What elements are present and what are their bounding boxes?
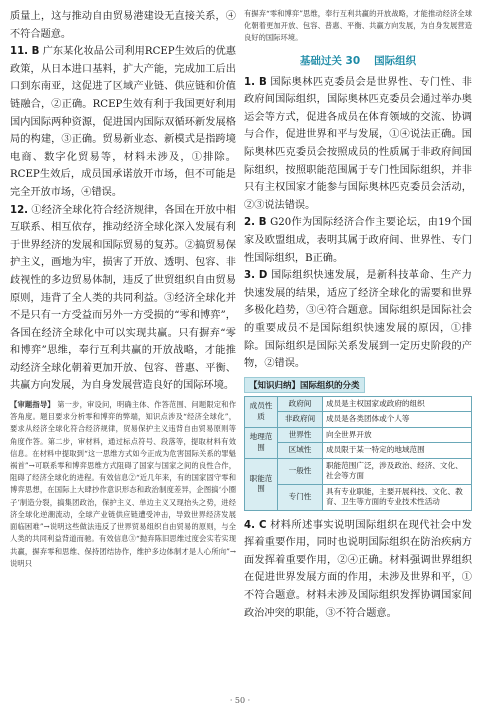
classification-table <box>244 396 472 511</box>
exam-guide <box>10 399 236 570</box>
table-description: 职能范围广泛，涉及政治、经济、文化、社会等方面 <box>323 458 472 484</box>
table-category-member-nature: 成员性质 <box>245 396 278 427</box>
answer-11-number: 11. B <box>10 46 40 58</box>
table-subtype: 区域性 <box>278 443 323 459</box>
answer-1-text: 国际奥林匹克委员会是世界性、专门性、非政府间国际组织，国际奥林匹克委员会通过举办奥运会等方式，促进各成员在体育领域的交流、协调与合作，促进世界和平与发展，①④说法正确。国际奥林匹克委员会按照成员的性质属于非政府间国际组织，按照职能范围属于专门性国际组织，并非只有主权国家才能参与国际奥林匹克委员会活动，②③说法错误。 <box>244 76 472 211</box>
exam-guide-tag: 【审题指导】 <box>10 400 55 410</box>
continued-guide-text: 有摒弃“零和博弈”思维，奉行互利共赢的开放战略，才能推动经济全球化朝着更加开放、包容、普惠、平衡、共赢方向发展，为自身发展营造良好的国际环境。 <box>244 9 472 43</box>
answer-12-number: 12. <box>10 204 29 216</box>
section-title: 国际组织 <box>374 54 417 67</box>
answer-2 <box>244 214 472 267</box>
answer-1 <box>244 74 472 215</box>
table-row <box>245 412 472 428</box>
right-column <box>244 8 472 622</box>
section-label: 基础过关 30 <box>299 54 361 67</box>
answer-2-number: 2. B <box>244 217 267 229</box>
answer-12-text: ①经济全球化符合经济规律，各国在开放中相互联系、相互依存，推动经济全球化深入发展有利于世界经济的发展和国际贸易的复苏。②搞贸易保护主义，画地为牢，损害了开放、透明、包容、非歧视性的多边贸易体制，违反了世贸组织自由贸易原则，违背了全人类的共同利益。③经济全球化并不是只有一方受益而另外一方受损的“零和博弈”，各国在经济全球化中可以实现共赢。只有摒弃“零和博弈”思维，奉行互利共赢的开放战略，才能推动经济全球化朝着更加开放、包容、普惠、平衡、共赢方向发展，为自身发展营造良好的国际环境。 <box>10 204 236 392</box>
table-description: 成员是主权国家或政府的组织 <box>323 396 472 412</box>
table-subtype: 世界性 <box>278 427 323 443</box>
exam-guide-text: 第一步，审设问，明确主体、作答范围、问题限定和作答角度。题目要求分析零和博弈的弊端，知识点涉及“经济全球化”，要求从经济全球化符合经济规律，贸易保护主义违背自由贸易原则等角度作答。第二步，审材料，通过标点符号、段落等，提取材料有效信息。在材料中提取到“这一思维方式如今正成为危害国际关系的罪魁祸首”→可联系零和博弈思维方式阻碍了国家与国家之间的良性合作，阻碍了经济全球化的进程。有效信息②“近几年来，有的国家固守零和博弈思想，在国际上大肆抄作意识形态和政治制度差异，企图搞‘小圈子’制造分裂，搞集团政治，保护主义、单边主义又现抬头之势，进经济全球化逆潮流动，全球产业链供应链遭受冲击，导致世界经济发展面临困难”→说明这些做法违反了世界贸易组织自由贸易的原则，与全人类的共同利益背道而驰。有效信息③“抛弃陈旧思维过度会实若实现共赢，摒弃零和思维、保持团结协作，维护多边体制才是人心所向”→说明只 <box>10 400 236 568</box>
answer-1-number: 1. B <box>244 76 267 88</box>
knowledge-summary-title: 【知识归纳】国际组织的分类 <box>244 377 365 393</box>
answer-2-text: G20作为国际经济合作主要论坛，由19个国家及欧盟组成，表明其属于政府间、世界性、专门性国际组织，B正确。 <box>244 217 472 264</box>
table-row <box>245 396 472 412</box>
left-column <box>10 8 236 570</box>
answer-11 <box>10 43 236 201</box>
answer-11-text: 广东某化妆品公司利用RCEP生效后的优惠政策，从日本进口基料，扩大产能，完成加工后出口到东南亚，这促进了区域产业链、供应链和价值链融合，②正确。RCEP生效有利于我国更好利用国内国际两种资源，促进国内国际双循环新发展格局的构建，③正确。贸易新业态、新模式是指跨境电商、数字化贸易等，材料未涉及，①排除。RCEP生效后，成员国承诺放开市场，但不可能是完全开放市场，④错误。 <box>10 46 236 198</box>
table-description: 成员是各类团体或个人等 <box>323 412 472 428</box>
answer-3 <box>244 267 472 373</box>
answer-3-text: 国际组织快速发展，是新科技革命、生产力快速发展的结果，适应了经济全球化的需要和世界多极化趋势，③④符合题意。国际组织是国际社会的重要成员不是国际组织快速发展的原因，①排除。国际组织是国际关系发展到一定历史阶段的产物，②错误。 <box>244 270 472 370</box>
answer-4-text: 材料所述事实说明国际组织在现代社会中发挥着重要作用，同时也说明国际组织在防治疾病方面发挥着重要作用，②④正确。材料强调世界组织在促进世界发展方面的作用，未涉及世界和平，①不符合题意。材料未涉及国际组织发挥协调国家间政治冲突的职能，③不符合题意。 <box>244 519 472 619</box>
answer-4-number: 4. C <box>244 519 267 531</box>
table-subtype: 一般性 <box>278 458 323 484</box>
table-category-geographic-scope: 地理范围 <box>245 427 278 458</box>
table-subtype: 政府间 <box>278 396 323 412</box>
table-subtype: 非政府间 <box>278 412 323 428</box>
table-row <box>245 458 472 484</box>
answer-3-number: 3. D <box>244 270 268 282</box>
table-row <box>245 443 472 459</box>
section-heading <box>244 53 472 68</box>
answer-12 <box>10 202 236 396</box>
table-category-function-scope: 职能范围 <box>245 458 278 510</box>
answer-4 <box>244 517 472 623</box>
table-row <box>245 427 472 443</box>
page-number: · 50 · <box>229 696 251 705</box>
table-subtype: 专门性 <box>278 484 323 510</box>
intro-paragraph: 质量上，这与推动自由贸易港建设无直接关系，④不符合题意。 <box>10 11 236 40</box>
table-description: 成员限于某一特定的地域范围 <box>323 443 472 459</box>
table-description: 具有专业职能，主要开展科技、文化、教育、卫生等方面的专业技术性活动 <box>323 484 472 510</box>
table-description: 向全世界开放 <box>323 427 472 443</box>
table-row <box>245 484 472 510</box>
